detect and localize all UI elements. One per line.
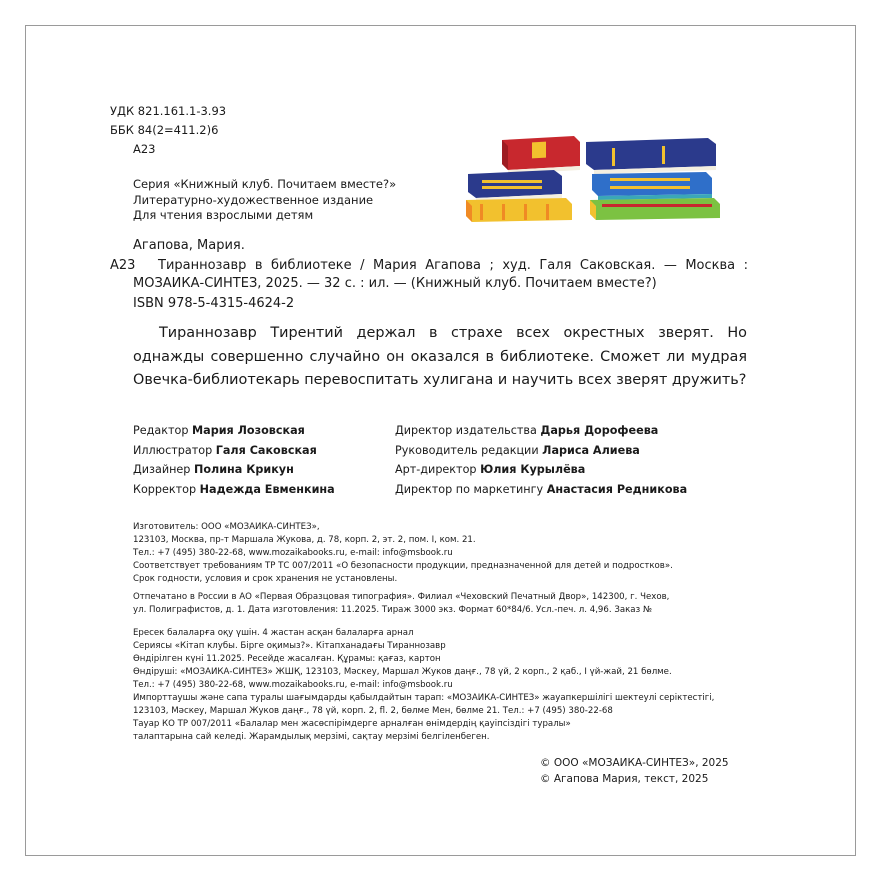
credit-art-director: Арт-директор Юлия Курылёва bbox=[395, 463, 586, 476]
author-mark: А23 bbox=[133, 142, 156, 156]
green-book-right-icon bbox=[590, 198, 720, 220]
series-title: Серия «Книжный клуб. Почитаем вместе?» bbox=[133, 177, 397, 191]
navy-book-icon bbox=[468, 170, 562, 202]
yellow-book-icon bbox=[466, 198, 572, 222]
bbk-code: ББК 84(2=411.2)6 bbox=[110, 123, 219, 137]
copyright-block bbox=[540, 755, 729, 787]
credit-illustrator: Иллюстратор Галя Саковская bbox=[133, 443, 317, 457]
udk-code: УДК 821.161.1-3.93 bbox=[110, 104, 227, 118]
stack-of-books-icon bbox=[462, 128, 724, 222]
isbn: ISBN 978-5-4315-4624-2 bbox=[133, 296, 295, 311]
credit-proofreader: Корректор Надежда Евменкина bbox=[133, 482, 335, 496]
credits-right bbox=[395, 421, 687, 499]
navy-book-right-icon bbox=[586, 138, 716, 174]
audience-note: Для чтения взрослыми детям bbox=[133, 208, 314, 222]
copyright-publisher: © ООО «МОЗАИКА-СИНТЕЗ», 2025 bbox=[540, 757, 729, 769]
printing-info: Отпечатано в России в АО «Первая Образцовая типография». Филиал «Чеховский Печатный Двор», 142300, г. Чехов, ул. Полиграфистов, д. 1. Дата изготовления: 11.2025. Тираж 3000 экз. Формат 60*84/6. Усл.-печ. л. 4,96. Заказ № bbox=[133, 592, 670, 615]
author-name: Агапова, Мария. bbox=[133, 238, 245, 253]
credit-marketing-director: Директор по маркетингу Анастасия Редникова bbox=[395, 482, 688, 496]
edition-type: Литературно-художественное издание bbox=[133, 193, 374, 207]
kazakh-info: Ересек балаларға оқу үшін. 4 жастан асқан балаларға арнал Сериясы «Кітап клубы. Бірге оқимыз?». Кітапханадағы Тираннозавр Өндірілген күні 11.2025. Ресейде жасалған. Құрамы: қағаз, картон Өндіруші: «МОЗАИКА-СИНТЕЗ» ЖШҚ, 123103, Мәскеу, Маршал Жуков даңғ., 78 үй, 2 корп., 2 қаб., І үй-жай, 21 бөлме. Тел.: +7 (495) 380-22-68, www.mozaikabooks.ru, e-mail: info@msbook.ru Импорттаушы және сапа туралы шағымдарды қабылдайтын тарап: «МОЗАИКА-СИНТЕЗ» жауапкершілігі шектеулі серіктестігі, 123103, Мәскеу, Маршал Жуков даңғ., 78 үй, корп. 2, fl. 2, бөлме Мен, бөлме 21. Тел.: +7 (495) 380-22-68 Тауар КО ТР 007/2011 «Балалар мен жасөспірімдерге арналған өнімдердің қауіпсіздігі туралы» талаптарына сай келеді. Жарамдылық мерзімі, сақтау мерзімі белгіленбеген. bbox=[133, 628, 715, 742]
blue-book-right-icon bbox=[592, 172, 712, 200]
credit-editorial-head: Руководитель редакции Лариса Алиева bbox=[395, 443, 640, 457]
credit-designer: Дизайнер Полина Крикун bbox=[133, 463, 294, 476]
credit-editor: Редактор Мария Лозовская bbox=[133, 424, 305, 437]
red-book-icon bbox=[502, 136, 580, 174]
abstract-text: Тираннозавр Тирентий держал в страхе всех окрестных зверят. Но однажды совершенно случайно он оказался в библиотеке. Сможет ли мудрая Овечка-библиотекарь перевоспитать хулигана и научить всех зверят дружить? bbox=[133, 325, 747, 388]
biblio-code: А23 bbox=[110, 258, 136, 273]
manufacturer-info: Изготовитель: ООО «МОЗАИКА-СИНТЕЗ», 123103, Москва, пр-т Маршала Жукова, д. 78, корп. 2, эт. 2, пом. I, ком. 21. Тел.: +7 (495) 380-22-68, www.mozaikabooks.ru, e-mail: info@msbook.ru Соответствует требованиям ТР ТС 007/2011 «О безопасности продукции, предназначенной для детей и подростков». Срок годности, условия и срок хранения не установлены. bbox=[133, 522, 673, 584]
credit-publishing-director: Директор издательства Дарья Дорофеева bbox=[395, 424, 659, 437]
biblio-line-2: МОЗАИКА-СИНТЕЗ, 2025. — 32 с. : ил. — (Книжный клуб. Почитаем вместе?) bbox=[133, 276, 657, 291]
credits-left bbox=[133, 421, 335, 499]
biblio-line-1: Тираннозавр в библиотеке / Мария Агапова ; худ. Галя Саковская. — Москва : bbox=[158, 258, 748, 273]
copyright-author: © Агапова Мария, текст, 2025 bbox=[540, 773, 709, 785]
